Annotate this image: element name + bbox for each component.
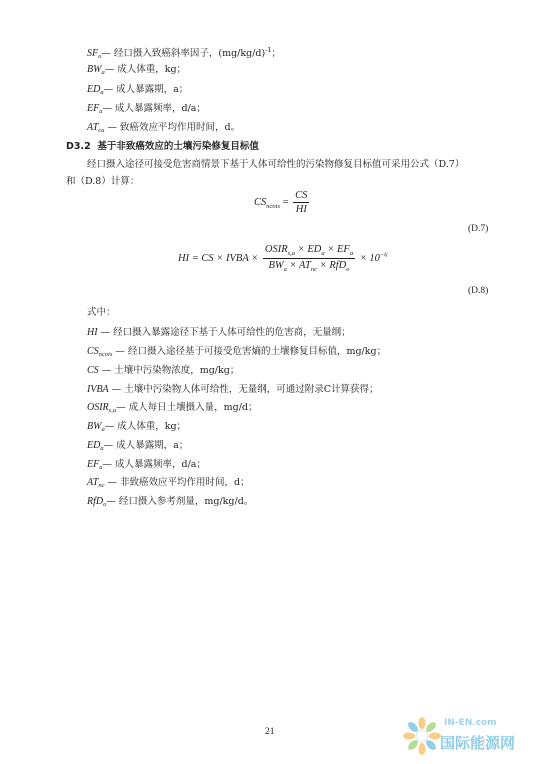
equation-number-d8: (D.8) <box>468 286 489 296</box>
def-eda: $ED_a—$ 成人暴露期，a； <box>87 84 189 96</box>
def-efa-2: $EF_a—$ 成人暴露频率，d/a； <box>87 459 206 471</box>
where-label: 式中： <box>87 307 116 318</box>
equation-number-d7: (D.7) <box>468 224 489 234</box>
section-title: 基于非致癌效应的土壤污染修复目标值 <box>97 141 259 152</box>
def-ivba: IVBA — 土壤中污染物人体可给性，无量纲，可通过附录C计算获得； <box>87 384 379 395</box>
intro-line-1: 经口摄入途径可接受危害商情景下基于人体可给性的污染物修复目标值可采用公式（D.7） <box>87 159 465 170</box>
def-eda-2: $ED_a—$ 成人暴露期，a； <box>87 440 189 452</box>
def-sfo: $SF_o—$ 经口摄入致癌斜率因子，$(mg/kg/d)^{-1}$； <box>87 46 282 61</box>
def-osir: $OSIR_{s,a}—$ 成人每日土壤摄入量，mg/d； <box>87 402 258 414</box>
def-csncois: $CS_{ncois}$ — 经口摄入途径基于可接受危害熵的土壤修复目标值，mg/kg； <box>87 346 387 358</box>
watermark-logo <box>400 714 540 759</box>
intro-line-2: 和（D.8）计算： <box>66 176 140 187</box>
equation-d7: $CS_{ncois}$ = $\frac{CS}{HI}$ <box>254 190 308 215</box>
section-number: D3.2 <box>66 141 91 152</box>
def-rfdo: RfD$_o$— 经口摄入参考剂量，mg/kg/d。 <box>87 496 254 508</box>
section-heading <box>66 141 259 153</box>
def-efa: $EF_a—$ 成人暴露频率，d/a； <box>87 103 206 115</box>
def-cs: CS — 土壤中污染物浓度，mg/kg； <box>87 365 240 376</box>
equation-d8: HI = CS × IVBA × $\frac{OSIR_{s,a} \times ED_a \times EF_a}{BW_a \times AT_{nc} \times RfD_o}$ × $10^{-6}$ <box>178 244 388 274</box>
def-bwa: $BW_a—$ 成人体重，kg； <box>87 64 187 76</box>
def-bwa-2: $BW_a—$ 成人体重，kg； <box>87 421 187 433</box>
def-atnc: $AT_{nc}$ — 非致癌效应平均作用时间，d； <box>87 477 250 489</box>
watermark-bottom-text: 国际能源网 <box>440 734 516 752</box>
watermark-top-text: IN-EN.com <box>444 718 497 728</box>
def-atca: $AT_{ca}$ — 致癌效应平均作用时间，d。 <box>87 122 241 134</box>
def-hi: HI — 经口摄入暴露途径下基于人体可给性的危害商，无量纲； <box>87 327 351 338</box>
page-number: 21 <box>265 727 275 737</box>
